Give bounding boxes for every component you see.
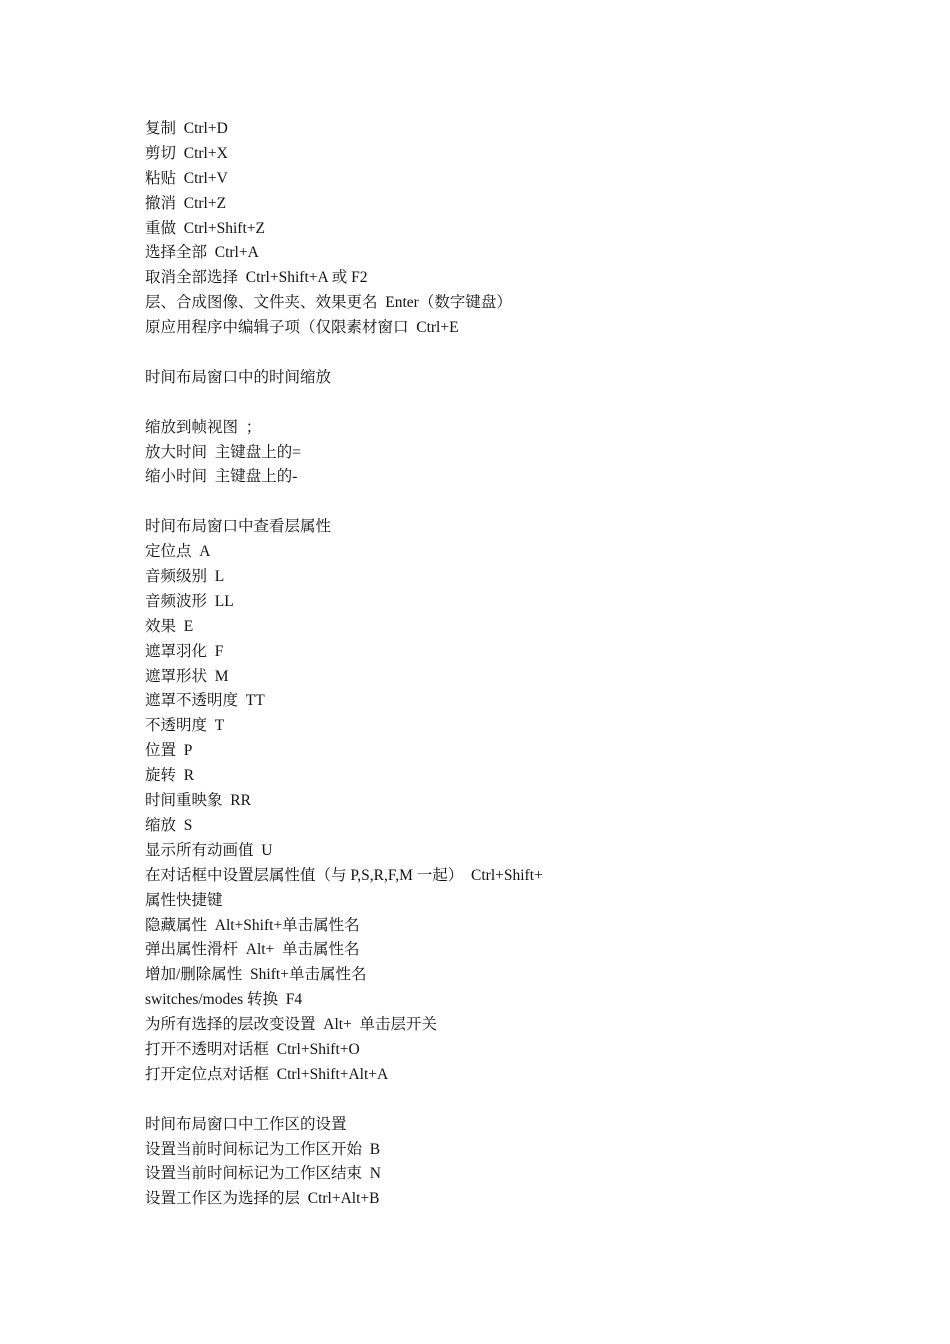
text-line: 取消全部选择 Ctrl+Shift+A 或 F2	[145, 269, 368, 287]
text-line: switches/modes 转换 F4	[145, 991, 303, 1009]
section-heading: 时间布局窗口中查看层属性	[145, 518, 332, 536]
text-line: 设置当前时间标记为工作区开始 B	[145, 1140, 381, 1158]
text-line: 弹出属性滑杆 Alt+ 单击属性名	[145, 941, 360, 959]
text-line: 缩小时间 主键盘上的-	[145, 468, 298, 486]
text-line: 剪切 Ctrl+X	[145, 144, 228, 162]
text-line: 音频级别 L	[145, 568, 225, 586]
section-heading: 时间布局窗口中的时间缩放	[145, 368, 332, 386]
text-line: 增加/删除属性 Shift+单击属性名	[145, 966, 367, 984]
text-line: 隐藏属性 Alt+Shift+单击属性名	[145, 916, 360, 934]
text-line: 遮罩羽化 F	[145, 642, 224, 660]
text-line: 打开定位点对话框 Ctrl+Shift+Alt+A	[145, 1065, 389, 1083]
document-body	[145, 117, 905, 1212]
text-line: 属性快捷键	[145, 891, 223, 909]
text-line: 选择全部 Ctrl+A	[145, 244, 259, 262]
text-line: 为所有选择的层改变设置 Alt+ 单击层开关	[145, 1016, 438, 1034]
text-line: 时间重映象 RR	[145, 792, 251, 810]
text-line: 撤消 Ctrl+Z	[145, 194, 227, 212]
text-line: 层、合成图像、文件夹、效果更名 Enter（数字键盘）	[145, 294, 512, 312]
text-line: 音频波形 LL	[145, 592, 234, 610]
blank-line	[145, 1088, 905, 1113]
text-line: 位置 P	[145, 742, 193, 760]
text-line: 显示所有动画值 U	[145, 841, 273, 859]
text-line: 缩放 S	[145, 816, 193, 834]
text-line: 原应用程序中编辑子项（仅限素材窗口 Ctrl+E	[145, 319, 459, 337]
text-line: 复制 Ctrl+D	[145, 120, 228, 137]
blank-line	[145, 341, 905, 366]
text-line: 遮罩不透明度 TT	[145, 692, 265, 710]
text-line: 打开不透明对话框 Ctrl+Shift+O	[145, 1040, 360, 1058]
text-line: 遮罩形状 M	[145, 667, 229, 685]
text-line: 效果 E	[145, 617, 194, 635]
text-line: 粘贴 Ctrl+V	[145, 169, 228, 187]
blank-line	[145, 490, 905, 515]
text-line: 在对话框中设置层属性值（与 P,S,R,F,M 一起） Ctrl+Shift+	[145, 866, 543, 884]
blank-line	[145, 391, 905, 416]
text-line: 定位点 A	[145, 543, 211, 561]
text-line: 设置工作区为选择的层 Ctrl+Alt+B	[145, 1190, 380, 1208]
text-line: 重做 Ctrl+Shift+Z	[145, 219, 265, 237]
text-line: 旋转 R	[145, 767, 195, 785]
text-line: 不透明度 T	[145, 717, 225, 735]
text-line: 放大时间 主键盘上的=	[145, 443, 301, 461]
text-line: 设置当前时间标记为工作区结束 N	[145, 1165, 381, 1183]
text-line: 缩放到帧视图 ；	[145, 418, 262, 436]
section-heading: 时间布局窗口中工作区的设置	[145, 1115, 347, 1133]
